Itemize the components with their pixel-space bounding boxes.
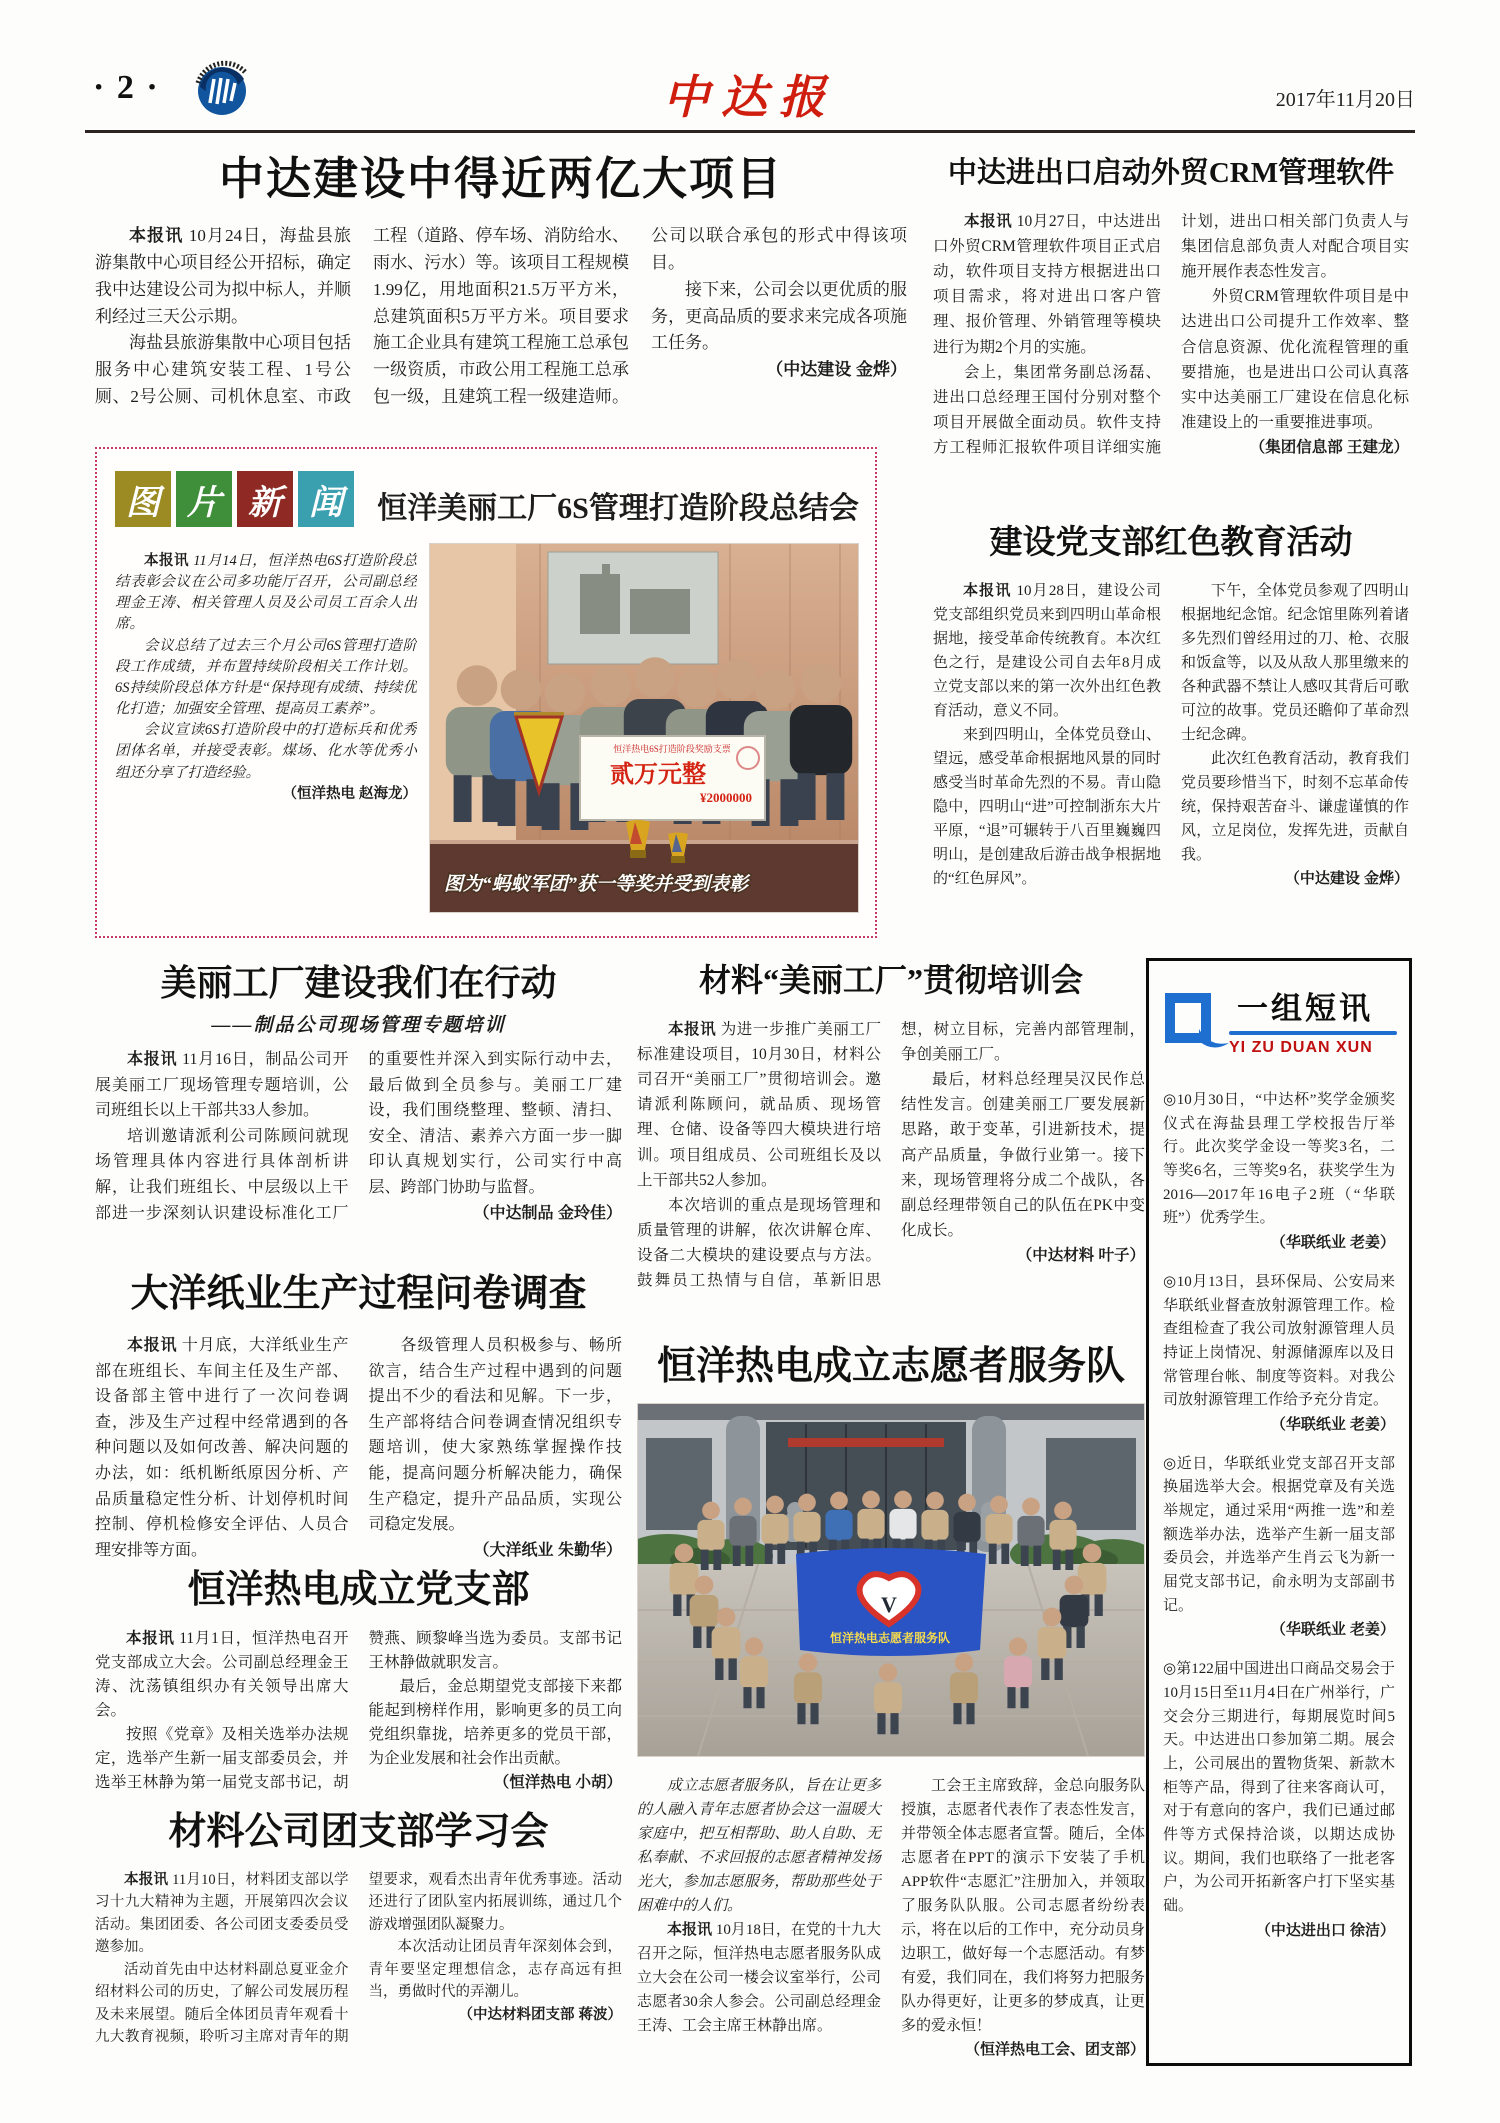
paragraph: 此次红色教育活动，教育我们党员要珍惜当下，时刻不忘革命传统，保持艰苦奋斗、谦虚谨慎的作风，立足岗位，发挥先进，贡献自我。	[1181, 751, 1409, 863]
dateline: 本报讯	[144, 553, 190, 569]
photo-news-box	[95, 447, 877, 938]
byline: （中达建设 金烨）	[1284, 870, 1409, 887]
shorts-underline	[1229, 1031, 1397, 1035]
article-title: 大洋纸业生产过程问卷调查	[130, 1273, 587, 1315]
giant-check	[580, 736, 765, 820]
byline: （中达建设 金烨）	[766, 360, 907, 380]
article-bid-project	[95, 142, 907, 431]
dateline: 本报讯	[964, 213, 1013, 230]
paragraph: 培训邀请派利公司陈顾问就现场管理具体内容进行具体剖析讲解，让我们班组长、中层级以上干部进一步深刻认识建设标准化工厂的重要性并深入到实际行动中去，最后做到全员参与。美丽工厂建设，我们围绕整理、整顿、清扫、安全、清洁、素养六方面一步一脚印认真规划实行，公司实行中高层、跨部门协助与监督。	[95, 1051, 622, 1222]
svg-text:恒洋热电6S打造阶段奖励支票: 恒洋热电6S打造阶段奖励支票	[613, 744, 731, 754]
logo-square-xin: 新	[237, 471, 293, 527]
byline: （中达进出口 徐洁）	[1255, 1921, 1395, 1939]
article-body	[95, 1047, 622, 1261]
dateline: 本报讯	[124, 1872, 169, 1888]
short-text: ◎10月30日，“中达杯”奖学金颁奖仪式在海盐县理工学校报告厅举行。此次奖学金设一等奖3名，二等奖6名，三等奖9名，获奖学生为2016—2017年16电子2班（“华联班”）优秀学生。	[1163, 1092, 1395, 1227]
article-hengyang-party-branch	[95, 1558, 622, 1821]
paragraph: 工会王主席致辞，金总向服务队授旗，志愿者代表作了表态性发言，并带领全体志愿者宣誓。随后，全体志愿者在PPT的演示下安装了手机APP软件“志愿汇”注册加入，并领取了服务队队服。公司志愿者纷纷表示，将在以后的工作中，充分动员身边职工，做好每一个志愿活动。有梦有爱，我们同在，我们将努力把服务队办得更好，让更多的梦成真，让更多的爱永恒！	[901, 1778, 1145, 2034]
svg-text:¥2000000: ¥2000000	[700, 790, 752, 805]
paragraph: 本报讯 10月18日，在党的十九大召开之际，恒洋热电志愿者服务队成立大会在公司一楼会议室举行，公司志愿者30余人参会。公司副总经理金王涛、工会主席王林静出席。	[637, 1921, 881, 2034]
paragraph: 本次培训的重点是现场管理和质量管理的讲解，依次讲解仓库、设备二大模块的建设要点与方法。鼓舞员工热情与自信，革新旧思想，树立目标，完善内部管理制，争创美丽工厂。	[637, 1021, 1145, 1290]
article-title: 中达进出口启动外贸CRM管理软件	[947, 157, 1395, 189]
byline: （中达材料团支部 蒋波）	[458, 2006, 622, 2023]
byline: （恒洋热电工会、团支部）	[964, 2041, 1145, 2058]
short-item	[1163, 1658, 1395, 1942]
byline: （华联纸业 老姜）	[1270, 1621, 1395, 1639]
article-title: 恒洋热电成立志愿者服务队	[656, 1345, 1125, 1388]
flag-text: 恒洋热电志愿者服务队	[829, 1631, 951, 1645]
photo-volunteer-team	[637, 1403, 1145, 1757]
article-material-youth-league	[95, 1800, 622, 2109]
paragraph: 本报讯 11月10日，材料团支部以学习十九大精神为主题，开展第四次会议活动。集团团委、各公司团支委委员受邀参加。	[95, 1872, 349, 1956]
paragraph: 本报讯 10月28日，建设公司党支部组织党员来到四明山革命根据地，接受革命传统教育。本次红色之行，是建设公司自去年8月成立党支部以来的第一次外出红色教育活动，意义不同。	[933, 582, 1161, 719]
page-header	[85, 55, 1415, 125]
byline: （大洋纸业 朱勤华）	[473, 1541, 622, 1559]
paragraph: 接下来，公司会以更优质的服务，更高品质的要求来完成各项施工任务。	[651, 279, 907, 353]
short-item	[1163, 1271, 1395, 1437]
short-text: ◎第122届中国进出口商品交易会于10月15日至11月4日在广州举行，广交会分三期进行，每期展览时间5天。中达进出口参加第二期。展会上，公司展出的置物货架、新款木柜等产品，得到了往来客商认可，对于有意向的客户，我们已通过邮件等方式保持洽谈，以期达成协议。期间，我们也联络了一批老客户，为公司开拓新客户打下坚实基础。	[1163, 1661, 1395, 1914]
article-body	[95, 223, 907, 431]
article-volunteer-team	[637, 1335, 1145, 2123]
byline: （华联纸业 老姜）	[1270, 1234, 1395, 1252]
header-rule	[85, 130, 1415, 133]
shorts-column	[1146, 958, 1412, 2066]
paragraph: 本报讯 11月14日，恒洋热电6S打造阶段总结表彰会议在公司多功能厅召开，公司副总经理金王涛、相关管理人员及公司员工百余人出席。	[115, 553, 417, 633]
shorts-logo	[1163, 979, 1395, 1079]
paragraph: 外贸CRM管理软件项目是中达进出口公司提升工作效率、整合信息资源、优化流程管理的重要措施，也是进出口公司认真落实中达美丽工厂建设在信息化标准建设上的一重要推进事项。	[1181, 288, 1409, 431]
paragraph: 下午，全体党员参观了四明山根据地纪念馆。纪念馆里陈列着诸多先烈们曾经用过的刀、枪、衣服和饭盒等，以及从敌人那里缴来的各种武器不禁让人感叹其背后可歌可泣的故事。党员还瞻仰了革命烈士纪念碑。	[1181, 583, 1409, 743]
article-body	[933, 579, 1409, 935]
svg-text:V: V	[881, 1592, 897, 1617]
paragraph: 最后，金总期望党支部接下来都能起到榜样作用，影响更多的员工向党组织靠拢，培养更多的党员干部，为企业发展和社会作出贡献。	[368, 1678, 622, 1768]
article-body	[95, 1333, 622, 1571]
intro-paragraph: 成立志愿者服务队，旨在让更多的人融入青年志愿者协会这一温暖大家庭中，把互相帮助、助人自助、无私奉献、不求回报的志愿者精神发扬光大，参加志愿服务，帮助那些处于困难中的人们。	[637, 1778, 881, 1914]
shorts-logo-icon	[1163, 979, 1233, 1065]
paragraph: 本报讯 10月24日，海盐县旅游集散中心项目经公开招标，确定我中达建设公司为拟中标人，并顺利经过三天公示期。	[95, 226, 351, 326]
short-item	[1163, 1453, 1395, 1643]
article-body	[115, 551, 417, 913]
article-subtitle: ——制品公司现场管理专题培训	[211, 1015, 506, 1036]
byline: （集团信息部 王建龙）	[1249, 438, 1409, 456]
byline: （中达制品 金玲佳）	[473, 1204, 622, 1222]
byline: （恒洋热电 小胡）	[493, 1774, 622, 1792]
paragraph: 会议总结了过去三个月公司6S管理打造阶段工作成绩，并布置持续阶段相关工作计划。6S持续阶段总体方针是“保持现有成绩、持续优化打造；加强安全管理、提高员工素养”。	[115, 637, 417, 718]
article-red-education	[933, 516, 1409, 935]
logo-square-tu: 图	[115, 471, 171, 527]
article-title: 材料“美丽工厂”贯彻培训会	[698, 962, 1083, 998]
svg-text:贰万元整: 贰万元整	[610, 762, 706, 788]
article-title: 建设党支部红色教育活动	[989, 525, 1353, 561]
paragraph: 最后，材料总经理吴汉民作总结性发言。创建美丽工厂要发展新思路，敢于变革，引进新技术，提高产品质量，争做行业第一。接下来，现场管理将分成二个战队，各副总经理带领自己的队伍在PK中变化成长。	[901, 1071, 1145, 1239]
article-title: 材料公司团支部学习会	[168, 1811, 549, 1853]
article-body	[637, 1017, 1145, 1337]
article-material-training	[637, 955, 1145, 1337]
article-crm-software	[933, 150, 1409, 531]
logo-square-pian: 片	[176, 471, 232, 527]
page-number: · 2 ·	[93, 69, 160, 106]
short-text: ◎近日，华联纸业党支部召开支部换届选举大会。根据党章及有关选举规定，通过采用“两推一选”和差额选举办法，选举产生新一届支部委员会，并选举产生肖云飞为新一届党支部书记，俞永明为支部副书记。	[1163, 1455, 1395, 1614]
byline: （恒洋热电 赵海龙）	[282, 785, 417, 802]
photo-news-logo	[115, 471, 354, 527]
paragraph: 会议宣读6S打造阶段中的打造标兵和优秀团体名单，并接受表彰。煤场、化水等优秀小组还分享了打造经验。	[115, 722, 417, 781]
paragraph: 本报讯 为进一步推广美丽工厂标准建设项目，10月30日，材料公司召开“美丽工厂”贯彻培训会。邀请派利陈顾问，就品质、现场管理、仓储、设备等四大模块进行培训。项目组成员、公司班组长及以上干部共52人参加。	[637, 1021, 881, 1189]
paragraph: 本报讯 10月27日，中达进出口外贸CRM管理软件项目正式启动，软件项目支持方根据进出口项目需求，将对进出口客户管理、报价管理、外销管理等模块进行为期2个月的实施。	[933, 213, 1161, 356]
article-dayang-survey	[95, 1262, 622, 1571]
paragraph: 本次活动让团员青年深刻体会到，青年要坚定理想信念，志存高远有担当，勇做时代的弄潮儿。	[368, 1939, 622, 2001]
article-title: 恒洋热电成立党支部	[187, 1569, 530, 1611]
article-beautiful-factory-action	[95, 955, 622, 1261]
masthead-title: 中达报	[663, 70, 837, 124]
paragraph: 各级管理人员积极参与、畅所欲言，结合生产过程中遇到的问题提出不少的看法和见解。下一步，生产部将结合问卷调查情况组织专题培训，使大家熟练掌握操作技能，提高问题分析解决能力，确保生产稳定，提升产品品质，实现公司稳定发展。	[368, 1337, 622, 1534]
logo-square-wen: 闻	[298, 471, 354, 527]
paragraph: 本报讯 11月1日，恒洋热电召开党支部成立大会。公司副总经理金王涛、沈荡镇组织办有关领导出席大会。	[95, 1630, 349, 1720]
article-body	[95, 1869, 622, 2109]
dateline: 本报讯	[127, 1337, 178, 1354]
article-body	[95, 1627, 622, 1821]
article-title: 恒洋美丽工厂6S管理打造阶段总结会	[377, 492, 859, 525]
short-text: ◎10月13日，县环保局、公安局来华联纸业督查放射源管理工作。检查组检查了我公司放射源管理人员持证上岗情况、射源储源库以及日常管理台帐、制度等资料。对我公司放射源管理工作给予充分肯定。	[1163, 1273, 1395, 1409]
volunteer-flag	[796, 1548, 986, 1656]
shorts-title: 一组短讯	[1237, 991, 1373, 1026]
dateline: 本报讯	[126, 1630, 175, 1647]
paragraph: 会上，集团常务副总汤磊、进出口总经理王国付分别对整个项目开展做全面动员。软件支持方工程师汇报软件项目详细实施计划，进出口相关部门负责人与集团信息部负责人对配合项目实施开展作表态性发言。	[933, 213, 1409, 456]
article-title: 美丽工厂建设我们在行动	[160, 963, 557, 1003]
dateline: 本报讯	[129, 226, 184, 245]
article-body	[637, 1774, 1145, 2123]
dateline: 本报讯	[667, 1921, 713, 1938]
photo-6s-award-ceremony	[429, 543, 859, 913]
byline: （中达材料 叶子）	[1016, 1246, 1145, 1264]
paragraph: 本报讯 十月底，大洋纸业生产部在班组长、车间主任及生产部、设备部主管中进行了一次问卷调查，涉及生产过程中经常遇到的各种问题以及如何改善、解决问题的办法，如：纸机断纸原因分析、产品质量稳定性分析、计划停机时间控制、停机检修安全评估、人员合理安排等方面。	[95, 1337, 349, 1559]
dateline: 本报讯	[127, 1051, 178, 1068]
paragraph: 海盐县旅游集散中心项目包括服务中心建筑安装工程、1号公厕、2号公厕、司机休息室、市政工程（道路、停车场、消防给水、雨水、污水）等。该项目工程规模1.99亿，用地面积21.5万平方米，总建筑面积5万平方米。项目要求施工企业具有建筑工程施工总承包一级资质，市政公用工程施工总承包一级，且建筑工程一级建造师。公司以联合承包的形式中得该项目。	[95, 226, 907, 407]
paragraph: 活动首先由中达材料副总夏亚金介绍材料公司的历史，了解公司发展历程及未来展望。随后全体团员青年观看十九大教育视频，聆听习主席对青年的期望要求，观看杰出青年优秀事迹。活动还进行了团队室内拓展训练，通过几个游戏增强团队凝聚力。	[95, 1872, 622, 2046]
issue-date: 2017年11月20日	[1275, 89, 1415, 111]
short-item	[1163, 1089, 1395, 1255]
paragraph: 按照《党章》及相关选举办法规定，选举产生新一届支部委员会，并选举王林静为第一届党支部书记，胡赞燕、顾黎峰当选为委员。支部书记王林静做就职发言。	[95, 1630, 622, 1792]
byline: （华联纸业 老姜）	[1270, 1415, 1395, 1433]
dateline: 本报讯	[668, 1021, 717, 1038]
photo-caption: 图为“蚂蚁军团”获一等奖并受到表彰	[444, 874, 749, 895]
paragraph: 本报讯 11月16日，制品公司开展美丽工厂现场管理专题培训，公司班组长以上干部共33人参加。	[95, 1051, 349, 1120]
paragraph: 来到四明山，全体党员登山、望远，感受革命根据地风景的同时感受当时革命先烈的不易。青山隐隐中，四明山“进”可控制浙东大片平原，“退”可辗转于八百里巍巍四明山，是创建敌后游击战争根据地的“红色屏风”。	[933, 727, 1161, 887]
dateline: 本报讯	[963, 582, 1012, 599]
article-title: 中达建设中得近两亿大项目	[218, 154, 783, 204]
shorts-subtitle: YI ZU DUAN XUN	[1229, 1039, 1373, 1056]
article-body	[933, 209, 1409, 531]
